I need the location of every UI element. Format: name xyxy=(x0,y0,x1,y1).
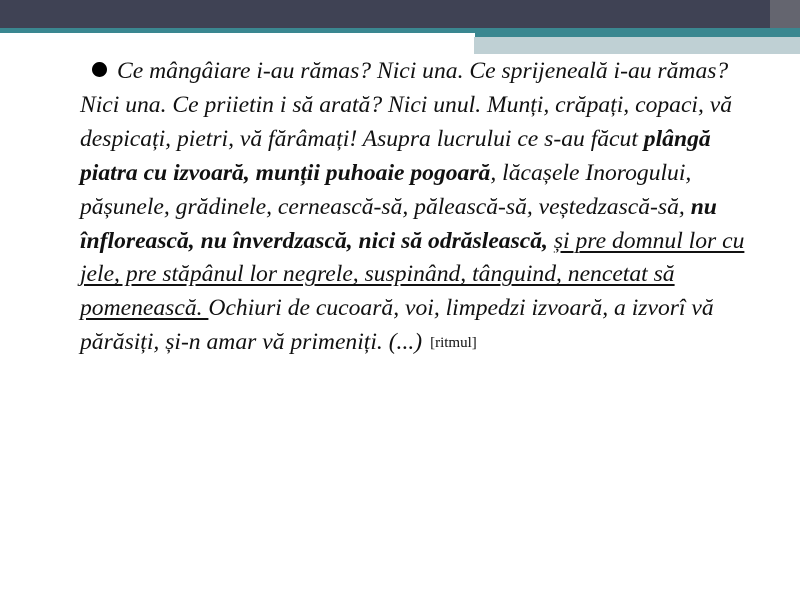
header-light-band xyxy=(474,37,800,54)
note-label: [ritmul] xyxy=(430,335,477,352)
header-accent-line xyxy=(0,33,475,37)
text-segment: Ce mângâiare i-au rămas? Nici una. Ce sprijeneală i-au rămas? Nici una. Ce priietin i să arată? Nici unul. Munți, crăpați, copaci, vă despicați, pietri, vă fărâmați! Asupra lucrului ce s-au făcut xyxy=(80,58,733,152)
bullet-icon xyxy=(92,62,107,77)
text-segment-underlined: și pre domnul lor cu jele, pre stăpânul lor negrele, suspinând, tânguind, nencetat să pomenească. xyxy=(80,227,745,322)
text-segment: , lăcașele Inorogului, pășunele, grădinele, cernească-să, pălească-să, veștedzască-să, xyxy=(80,159,692,220)
slide-body-text xyxy=(80,55,770,361)
text-segment-bold: plângă piatra cu izvoară, munții puhoaie pogoară xyxy=(80,125,711,186)
text-segment: Ochiuri de cucoară, voi, limpedzi izvoară, a izvorî vă părăsiți, și-n amar vă primeniți. (...) xyxy=(80,295,714,356)
header-bar xyxy=(0,0,800,28)
header-bar-corner xyxy=(770,0,800,28)
text-segment-bold: nu înflorească, nu înverdzască, nici să odrăslească, xyxy=(80,193,717,254)
